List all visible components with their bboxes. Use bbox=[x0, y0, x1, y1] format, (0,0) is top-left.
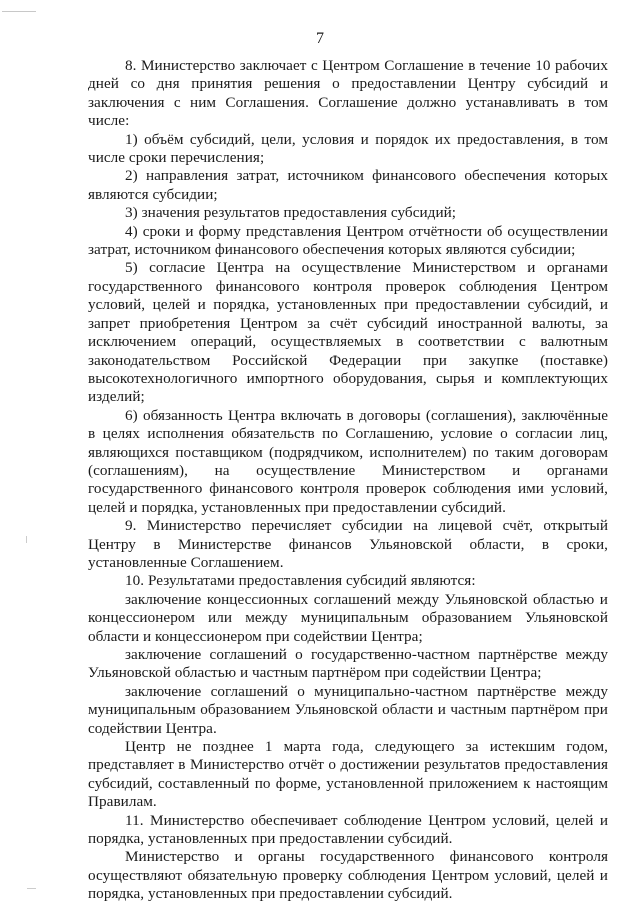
paragraph-result-3: заключение соглашений о муниципально-частном партнёрстве между муниципальным образованием Ульяновской области и частным партнёром при содействии Центра. bbox=[88, 682, 608, 737]
paragraph-subitem-2: 2) направления затрат, источником финансового обеспечения которых являются субсидии; bbox=[88, 167, 608, 203]
paragraph-control: Министерство и органы государственного финансового контроля осуществляют обязательную проверку соблюдения Центром условий, целей и порядка, установленных при предоставлении субсидий. bbox=[88, 848, 608, 903]
paragraph-subitem-1: 1) объём субсидий, цели, условия и порядок их предоставления, в том числе сроки перечисления; bbox=[88, 130, 608, 167]
paragraph-subitem-4: 4) сроки и форму представления Центром отчётности об осуществлении затрат, источником финансового обеспечения которых являются субсидии; bbox=[88, 222, 608, 259]
paragraph-report: Центр не позднее 1 марта года, следующего за истекшим годом, представляет в Министерство отчёт о достижении результатов предоставления субсидий, составленный по форме, установленной приложением к настоящим Правилам. bbox=[88, 738, 608, 811]
document-body bbox=[88, 57, 608, 904]
scan-mark bbox=[26, 536, 27, 543]
paragraph-item-9: 9. Министерство перечисляет субсидии на лицевой счёт, открытый Центру в Министерстве финансов Ульяновской области, в сроки, установленные Соглашением. bbox=[88, 517, 608, 571]
paragraph-item-10: 10. Результатами предоставления субсидий являются: bbox=[125, 572, 476, 590]
page-number: 7 bbox=[316, 30, 324, 47]
paragraph-result-2: заключение соглашений о государственно-частном партнёрстве между Ульяновской областью и частным партнёром при содействии Центра; bbox=[88, 646, 608, 682]
scan-mark bbox=[2, 11, 36, 12]
paragraph-subitem-5: 5) согласие Центра на осуществление Министерством и органами государственного финансового контроля проверок соблюдения Центром условий, целей и порядка, установленных при предоставлении субсидий, и запрет приобретения Центром за счёт субсидий иностранной валюты, за исключением операций, осуществляемых в соответствии с валютным законодательством Российской Федерации при закупке (поставке) высокотехнологичного импортного оборудования, сырья и комплектующих изделий; bbox=[88, 259, 608, 406]
paragraph-subitem-6: 6) обязанность Центра включать в договоры (соглашения), заключённые в целях исполнения обязательств по Соглашению, условие о согласии лиц, являющихся поставщиком (подрядчиком, исполнителем) по таким договорам (соглашениям), на осуществление Министерством и органами государственного финансового контроля проверок соблюдения ими условий, целей и порядка, установленных при предоставлении субсидий. bbox=[88, 406, 608, 516]
paragraph-item-11: 11. Министерство обеспечивает соблюдение Центром условий, целей и порядка, установленных при предоставлении субсидий. bbox=[88, 811, 608, 848]
paragraph-item-8: 8. Министерство заключает с Центром Соглашение в течение 10 рабочих дней со дня принятия решения о предоставлении Центру субсидий и заключения с ним Соглашения. Соглашение должно устанавливать в том числе: bbox=[88, 57, 608, 130]
scan-mark bbox=[27, 888, 36, 889]
paragraph-result-1: заключение концессионных соглашений между Ульяновской областью и концессионером или между муниципальным образованием Ульяновской области и концессионером при содействии Центра; bbox=[88, 590, 608, 645]
paragraph-subitem-3: 3) значения результатов предоставления субсидий; bbox=[125, 204, 457, 222]
